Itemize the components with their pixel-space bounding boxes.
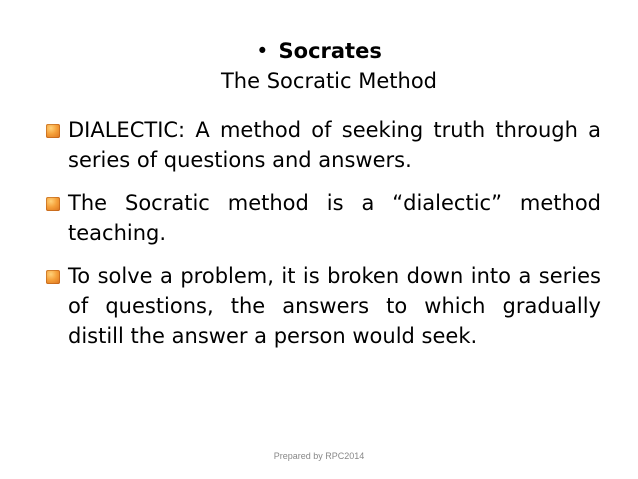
bullet-text: To solve a problem, it is broken down into a series of questions, the answers to which gradually distill the answer a person would seek. xyxy=(68,264,601,348)
bullet-item xyxy=(46,188,601,248)
orange-square-bullet-icon xyxy=(46,124,60,138)
slide-footer: Prepared by RPC2014 xyxy=(273,451,365,461)
bullet-list xyxy=(46,115,601,364)
orange-square-bullet-icon xyxy=(46,270,60,284)
bullet-item xyxy=(46,115,601,175)
slide-subheading: The Socratic Method xyxy=(220,69,437,93)
title-block xyxy=(0,36,638,96)
bullet-text: The Socratic method is a “dialectic” method teaching. xyxy=(68,191,601,245)
orange-square-bullet-icon xyxy=(46,197,60,211)
slide-heading xyxy=(0,36,638,66)
title-bullet-icon: • xyxy=(256,39,269,63)
heading-text: Socrates xyxy=(278,39,382,63)
bullet-item xyxy=(46,261,601,351)
bullet-text: DIALECTIC: A method of seeking truth through a series of questions and answers. xyxy=(68,118,601,172)
